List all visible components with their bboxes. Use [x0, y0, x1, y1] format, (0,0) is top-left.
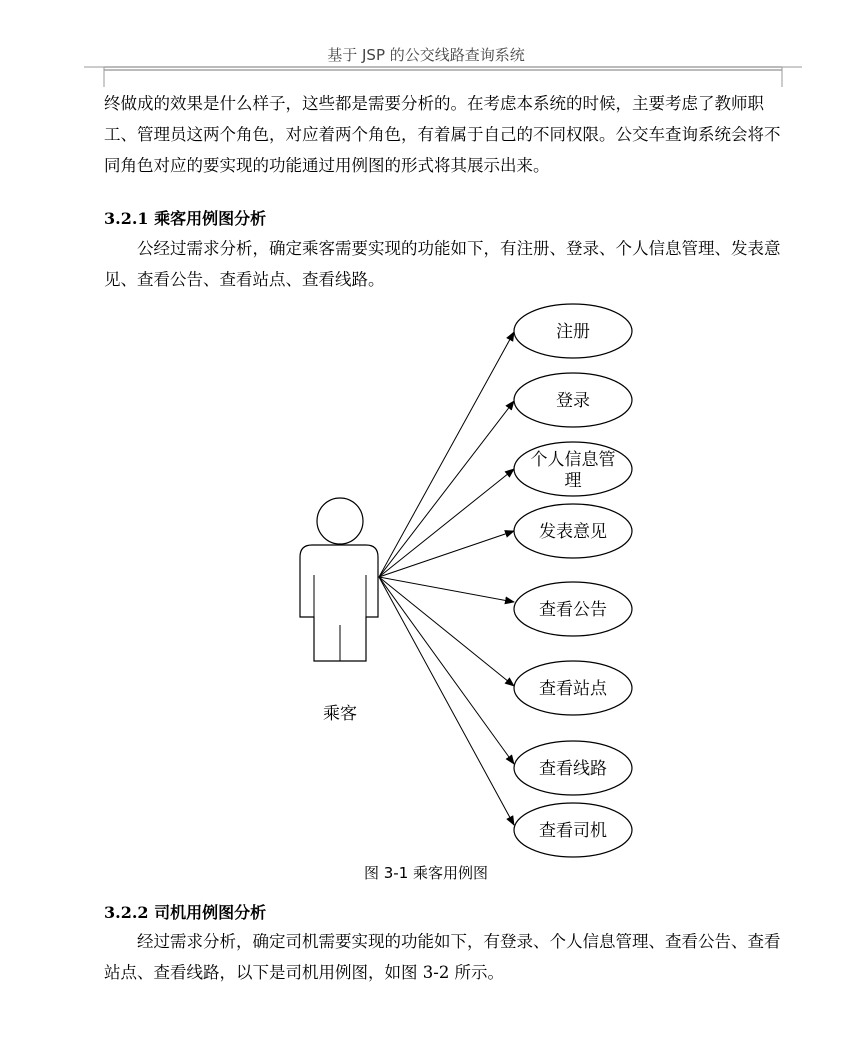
use-case-view-stations	[514, 661, 632, 715]
use-case-view-notices	[514, 582, 632, 636]
actor-figure	[300, 498, 378, 661]
svg-text:个人信息管: 个人信息管	[530, 450, 616, 470]
section-321-body: 公经过需求分析，确定乘客需要实现的功能如下，有注册、登录、个人信息管理、发表意见、查看公告、查看站点、查看线路。	[104, 239, 781, 289]
use-case-view-routes	[514, 741, 632, 795]
association-arrow	[379, 531, 514, 577]
section-321-heading: 3.2.1 乘客用例图分析	[104, 209, 267, 228]
svg-text:理: 理	[564, 471, 582, 491]
figure-caption: 图 3-1 乘客用例图	[363, 864, 489, 882]
section-322-heading: 3.2.2 司机用例图分析	[104, 903, 267, 922]
association-arrow	[379, 332, 514, 577]
section-322-body: 经过需求分析，确定司机需要实现的功能如下，有登录、个人信息管理、查看公告、查看站点、查看线路，以下是司机用例图，如图 3-2 所示。	[104, 932, 781, 982]
svg-text:发表意见: 发表意见	[539, 522, 607, 542]
association-arrow	[379, 469, 514, 577]
use-case-post-opinion	[514, 504, 632, 558]
use-case-register	[514, 304, 632, 358]
association-arrow	[379, 577, 514, 764]
actor-label: 乘客	[323, 704, 357, 724]
use-case-view-drivers	[514, 803, 632, 857]
use-case-personal-info	[514, 442, 632, 496]
svg-text:查看线路: 查看线路	[539, 759, 607, 779]
use-case-login	[514, 373, 632, 427]
association-arrow	[379, 401, 514, 577]
page-header-title: 基于 JSP 的公交线路查询系统	[327, 46, 525, 64]
intro-paragraph: 终做成的效果是什么样子，这些都是需要分析的。在考虑本系统的时候，主要考虑了教师职工、管理员这两个角色，对应着两个角色，有着属于自己的不同权限。公交车查询系统会将不同角色对应的要实现的功能通过用例图的形式将其展示出来。	[104, 94, 781, 175]
svg-text:登录: 登录	[556, 391, 590, 411]
association-arrow	[379, 577, 514, 602]
svg-text:查看司机: 查看司机	[539, 821, 607, 841]
svg-text:查看公告: 查看公告	[539, 600, 607, 620]
association-arrow	[379, 577, 514, 825]
svg-text:注册: 注册	[556, 322, 590, 342]
svg-text:查看站点: 查看站点	[539, 679, 607, 699]
